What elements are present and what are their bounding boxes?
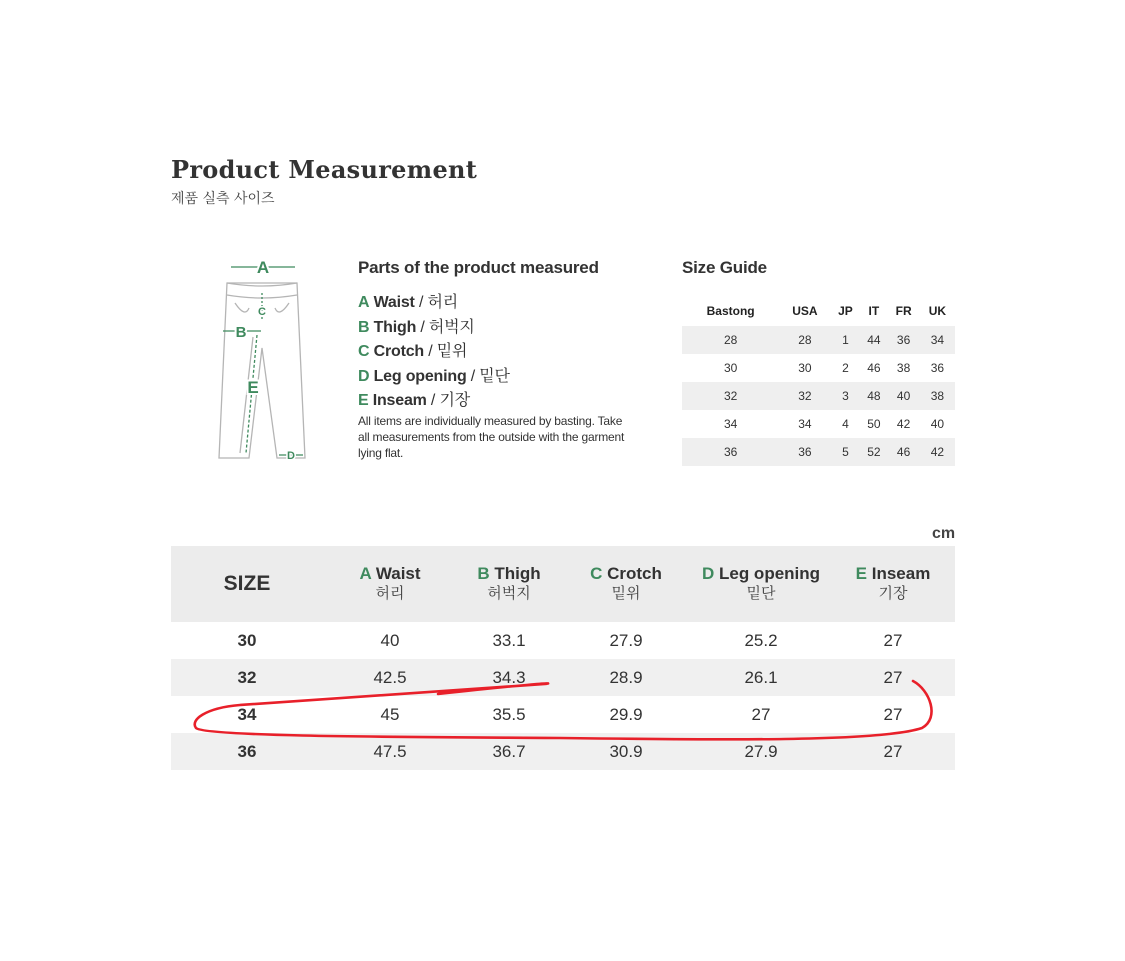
measurement-note: All items are individually measured by basting. Take all measurements from the outside with the garment lying flat. [358, 414, 625, 460]
table-cell: 30.9 [561, 733, 691, 770]
table-cell: 27 [751, 704, 771, 724]
column-name-en: Inseam [871, 564, 931, 583]
diagram-label-c: C [258, 306, 266, 318]
column-letter: C [590, 564, 603, 583]
part-item-crotch: C Crotch / 밑위 [358, 343, 468, 360]
table-cell: 47.5 [323, 733, 457, 770]
table-cell: 40 [930, 417, 945, 431]
table-cell: 4 [842, 417, 849, 431]
table-cell: 27 [883, 630, 903, 650]
table-cell: 45 [380, 704, 400, 724]
page-title: Product Measurement [171, 155, 478, 184]
size-guide-table [682, 296, 955, 466]
size-cell: 36 [171, 733, 323, 770]
table-cell: 27 [831, 659, 955, 696]
table-cell: 3 [831, 382, 861, 410]
column-header-waist [323, 546, 457, 622]
table-cell: 34 [723, 417, 738, 431]
table-cell: 42.5 [323, 659, 457, 696]
size-guide-heading: Size Guide [682, 258, 767, 277]
table-cell: 36 [779, 438, 830, 466]
part-letter: B [358, 319, 370, 336]
size-guide-row [682, 354, 955, 382]
table-cell: 32 [682, 382, 779, 410]
table-cell: 33.1 [492, 630, 526, 650]
table-cell: 30 [798, 361, 812, 375]
table-cell: 1 [831, 326, 861, 354]
table-cell: 46 [887, 438, 919, 466]
column-letter: A [359, 564, 372, 583]
table-cell: 35.5 [492, 704, 526, 724]
table-cell: 48 [860, 382, 887, 410]
column-name-en: Waist [375, 564, 421, 583]
page-subtitle: 제품 실측 사이즈 [171, 191, 275, 207]
size-guide-col-fr: FR [895, 304, 912, 318]
table-cell: 5 [831, 438, 861, 466]
table-cell: 30 [723, 361, 738, 375]
part-name-ko: 허벅지 [428, 319, 475, 336]
size-guide-col-bastong: Bastong [706, 304, 755, 318]
size-guide-row [682, 438, 955, 466]
column-header-inseam [831, 546, 955, 622]
table-cell: 29.9 [609, 704, 643, 724]
part-name-en: Leg opening [373, 368, 467, 385]
measurement-row [171, 659, 955, 696]
part-item-thigh: B Thigh / 허벅지 [358, 319, 475, 336]
size-guide-col-uk: UK [928, 304, 947, 318]
part-name-ko: 기장 [439, 392, 470, 409]
table-cell: 28.9 [561, 659, 691, 696]
table-cell: 44 [860, 326, 887, 354]
pants-diagram [205, 253, 315, 468]
table-cell: 42 [920, 438, 955, 466]
size-guide-row [682, 410, 955, 438]
part-letter: A [358, 294, 370, 311]
table-cell: 27.9 [609, 630, 643, 650]
unit-label: cm [932, 525, 956, 542]
part-name-ko: 밑위 [436, 343, 468, 360]
size-column-header: SIZE [171, 546, 323, 622]
measurement-header-row [171, 546, 955, 622]
column-header-crotch [561, 546, 691, 622]
part-letter: C [358, 343, 370, 360]
size-cell: 34 [237, 704, 257, 724]
part-item-inseam: E Inseam / 기장 [358, 392, 470, 409]
size-guide-col-usa: USA [792, 304, 818, 318]
column-name-ko: 허리 [375, 585, 405, 602]
column-name-en: Crotch [607, 564, 662, 583]
table-cell: 38 [920, 382, 955, 410]
table-cell: 27.9 [691, 733, 831, 770]
column-header-leg-opening [691, 546, 831, 622]
part-letter: D [358, 368, 370, 385]
column-name-ko: 허벅지 [487, 585, 531, 602]
column-letter: D [701, 564, 715, 583]
table-cell: 28 [682, 326, 779, 354]
diagram-label-e: E [247, 378, 259, 397]
diagram-label-d: D [287, 450, 295, 462]
table-cell: 50 [867, 417, 881, 431]
part-name-en: Inseam [372, 392, 427, 409]
table-cell: 27 [883, 704, 903, 724]
table-cell: 28 [779, 326, 830, 354]
measurement-row [171, 622, 955, 659]
measurement-table [171, 546, 955, 770]
table-cell: 26.1 [691, 659, 831, 696]
size-guide-row [682, 326, 955, 354]
part-item-waist: A Waist / 허리 [358, 294, 458, 311]
table-cell: 46 [867, 361, 881, 375]
column-name-ko: 밑위 [611, 585, 641, 602]
measurement-row [171, 733, 955, 770]
size-cell: 32 [171, 659, 323, 696]
column-letter: B [477, 564, 490, 583]
size-guide-col-it: IT [868, 304, 880, 318]
size-cell: 30 [237, 630, 257, 650]
size-guide-col-jp: JP [838, 304, 853, 318]
part-name-ko: 허리 [427, 294, 458, 311]
part-name-en: Waist [373, 294, 415, 311]
part-name-ko: 밑단 [479, 368, 510, 385]
table-cell: 40 [887, 382, 919, 410]
table-cell: 34 [920, 326, 955, 354]
size-guide-header-row [682, 296, 955, 326]
diagram-label-a: A [256, 258, 270, 277]
table-cell: 38 [896, 361, 911, 375]
table-cell: 40 [380, 630, 400, 650]
table-cell: 52 [860, 438, 887, 466]
part-letter: E [358, 392, 369, 409]
column-name-en: Thigh [494, 564, 541, 583]
table-cell: 2 [842, 361, 849, 375]
table-cell: 34 [798, 417, 812, 431]
table-cell: 36.7 [457, 733, 561, 770]
column-name-ko: 기장 [878, 585, 908, 602]
parts-heading: Parts of the product measured [358, 258, 599, 277]
size-guide-row [682, 382, 955, 410]
table-cell: 32 [779, 382, 830, 410]
table-cell: 42 [896, 417, 911, 431]
table-cell: 36 [887, 326, 919, 354]
waistband [227, 283, 297, 298]
column-letter: E [855, 564, 867, 583]
measurement-row [171, 696, 955, 733]
column-name-en: Leg opening [718, 564, 821, 583]
part-item-leg-opening: D Leg opening / 밑단 [358, 368, 510, 385]
column-header-thigh [457, 546, 561, 622]
column-name-ko: 밑단 [746, 585, 776, 602]
table-cell: 34.3 [457, 659, 561, 696]
table-cell: 25.2 [744, 630, 778, 650]
table-cell: 27 [831, 733, 955, 770]
diagram-label-b: B [235, 324, 247, 341]
part-name-en: Crotch [373, 343, 424, 360]
table-cell: 36 [682, 438, 779, 466]
table-cell: 36 [930, 361, 945, 375]
part-name-en: Thigh [373, 319, 417, 336]
